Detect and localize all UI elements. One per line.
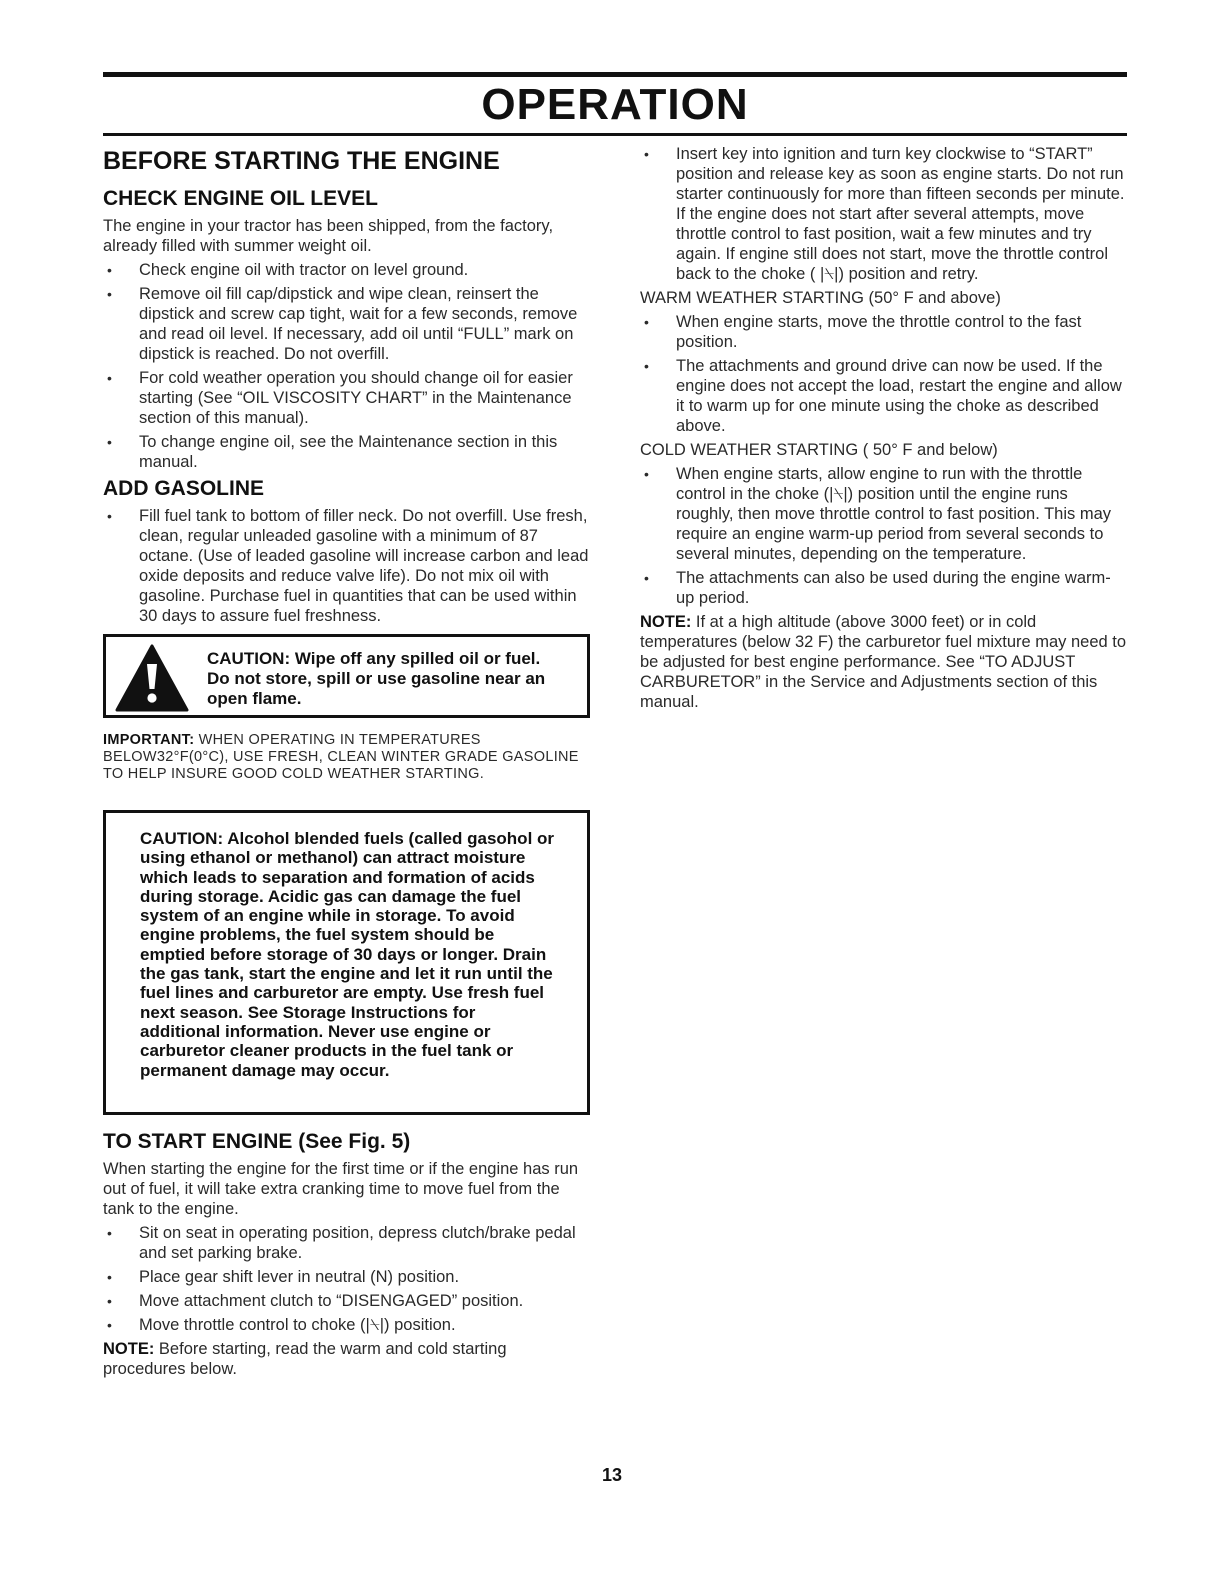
section-heading-before-starting: BEFORE STARTING THE ENGINE (103, 147, 500, 175)
note-label: NOTE: (640, 613, 692, 631)
cold-weather-heading: COLD WEATHER STARTING ( 50° F and below) (640, 441, 998, 459)
caution-text-spill: CAUTION: Wipe off any spilled oil or fuel. Do not store, spill or use gasoline near an open flame. (207, 649, 546, 708)
warm-bullet-list (640, 312, 1127, 436)
caution-text-alcohol-fuels: CAUTION: Alcohol blended fuels (called gasohol or using ethanol or methanol) can attract moisture which leads to separation and formation of acids during storage. Acidic gas can damage the fuel system of an engine while in storage. To avoid engine problems, the fuel system should be emptied before storage of 30 days or longer. Drain the gas tank, start the engine and let it run until the fuel lines and carburetor are empty. Use fresh fuel next season. See Storage Instructions for additional information. Never use engine or carburetor cleaner products in the fuel tank or permanent damage may occur. (140, 829, 555, 1080)
cold-bullet-list (640, 464, 1127, 608)
key-bullet-pre: Insert key into ignition and turn key clockwise to “START” position and release key as soon as engine starts. Do not run starter continuously for more than fifteen seconds per minute. If the engine does not start after several attempts, move throttle control to fast position, wait a few minutes and try again. If engine still does not start, move the throttle control back to the choke ( (676, 145, 1125, 283)
choke-bullet-post: ) position. (384, 1316, 456, 1334)
cold-bullet-pre: When engine starts, allow engine to run with the throttle control in the choke ( (676, 465, 1083, 503)
choke-icon: |⍀| (829, 485, 848, 503)
choke-bullet-pre: Move throttle control to choke ( (139, 1316, 366, 1334)
subheading-start-engine: TO START ENGINE (See Fig. 5) (103, 1130, 411, 1153)
list-item: • Sit on seat in operating position, depress clutch/brake pedal and set parking brake. (103, 1223, 590, 1263)
list-item (640, 464, 1127, 564)
header-bottom-rule (103, 133, 1127, 136)
cold-bullet-post: ) position until the engine runs roughly, then move throttle control to fast position. This may require an engine warm-up period from several seconds to several minutes, depending on the temperature. (676, 485, 1112, 563)
note-text: If at a high altitude (above 3000 feet) or in cold temperatures (below 32 F) the carburetor fuel mixture may need to be adjusted for best engine performance. See “TO ADJUST CARBURETOR” in the Service and Adjustments section of this manual. (640, 613, 1127, 711)
key-bullet-post: ) position and retry. (838, 265, 979, 283)
list-item: • The attachments and ground drive can now be used. If the engine does not accept the load, restart the engine and allow it to warm up for one minute using the choke as described above. (640, 356, 1127, 436)
altitude-note (640, 612, 1127, 712)
warning-triangle-icon (115, 644, 189, 712)
list-item: • When engine starts, move the throttle control to the fast position. (640, 312, 1127, 352)
choke-icon: |⍀| (820, 265, 839, 283)
warm-weather-heading: WARM WEATHER STARTING (50° F and above) (640, 289, 1001, 307)
important-text: WHEN OPERATING IN TEMPERATURES BELOW32°F(0°C), USE FRESH, CLEAN WINTER GRADE GASOLINE TO HELP INSURE GOOD COLD WEATHER STARTING. (103, 732, 579, 782)
page-number: 13 (601, 1465, 623, 1485)
key-bullet-list (640, 144, 1127, 284)
list-item: • The attachments can also be used during the engine warm-up period. (640, 568, 1127, 608)
choke-icon: |⍀| (365, 1316, 385, 1334)
list-item: • Place gear shift lever in neutral (N) position. (103, 1267, 590, 1287)
left-column (103, 144, 590, 1383)
note-text: Before starting, read the warm and cold starting procedures below. (103, 1340, 507, 1378)
list-item (103, 1315, 590, 1335)
list-item: • Move attachment clutch to “DISENGAGED” position. (103, 1291, 590, 1311)
start-note (103, 1339, 590, 1379)
subheading-check-oil: CHECK ENGINE OIL LEVEL (103, 187, 378, 210)
caution-box-alcohol-fuels (103, 810, 590, 1115)
oil-bullet-list (103, 260, 590, 472)
important-label: IMPORTANT: (103, 732, 195, 748)
gas-bullet-list (103, 506, 590, 626)
note-label: NOTE: (103, 1340, 155, 1358)
list-item: • To change engine oil, see the Maintenance section in this manual. (103, 432, 590, 472)
list-item: • Check engine oil with tractor on level ground. (103, 260, 590, 280)
page-title: OPERATION (481, 80, 749, 129)
caution-box-spill (103, 634, 590, 718)
oil-intro: The engine in your tractor has been shipped, from the factory, already filled with summer weight oil. (103, 217, 554, 255)
important-notice (103, 732, 590, 783)
subheading-add-gasoline: ADD GASOLINE (103, 477, 265, 500)
list-item (640, 144, 1127, 284)
right-column (640, 144, 1127, 716)
start-intro: When starting the engine for the first time or if the engine has run out of fuel, it will take extra cranking time to move fuel from the tank to the engine. (103, 1160, 579, 1218)
list-item: • Fill fuel tank to bottom of filler neck. Do not overfill. Use fresh, clean, regular unleaded gasoline with a minimum of 87 octane. (Use of leaded gasoline will increase carbon and lead oxide deposits and reduce valve life). Do not mix oil with gasoline. Purchase fuel in quantities that can be used within 30 days to assure fuel freshness. (103, 506, 590, 626)
start-bullet-list (103, 1223, 590, 1335)
header-top-rule (103, 72, 1127, 77)
list-item: • Remove oil fill cap/dipstick and wipe clean, reinsert the dipstick and screw cap tight, wait for a few seconds, remove and read oil level. If necessary, add oil until “FULL” mark on dipstick is reached. Do not overfill. (103, 284, 590, 364)
list-item: • For cold weather operation you should change oil for easier starting (See “OIL VISCOSITY CHART” in the Maintenance section of this manual). (103, 368, 590, 428)
